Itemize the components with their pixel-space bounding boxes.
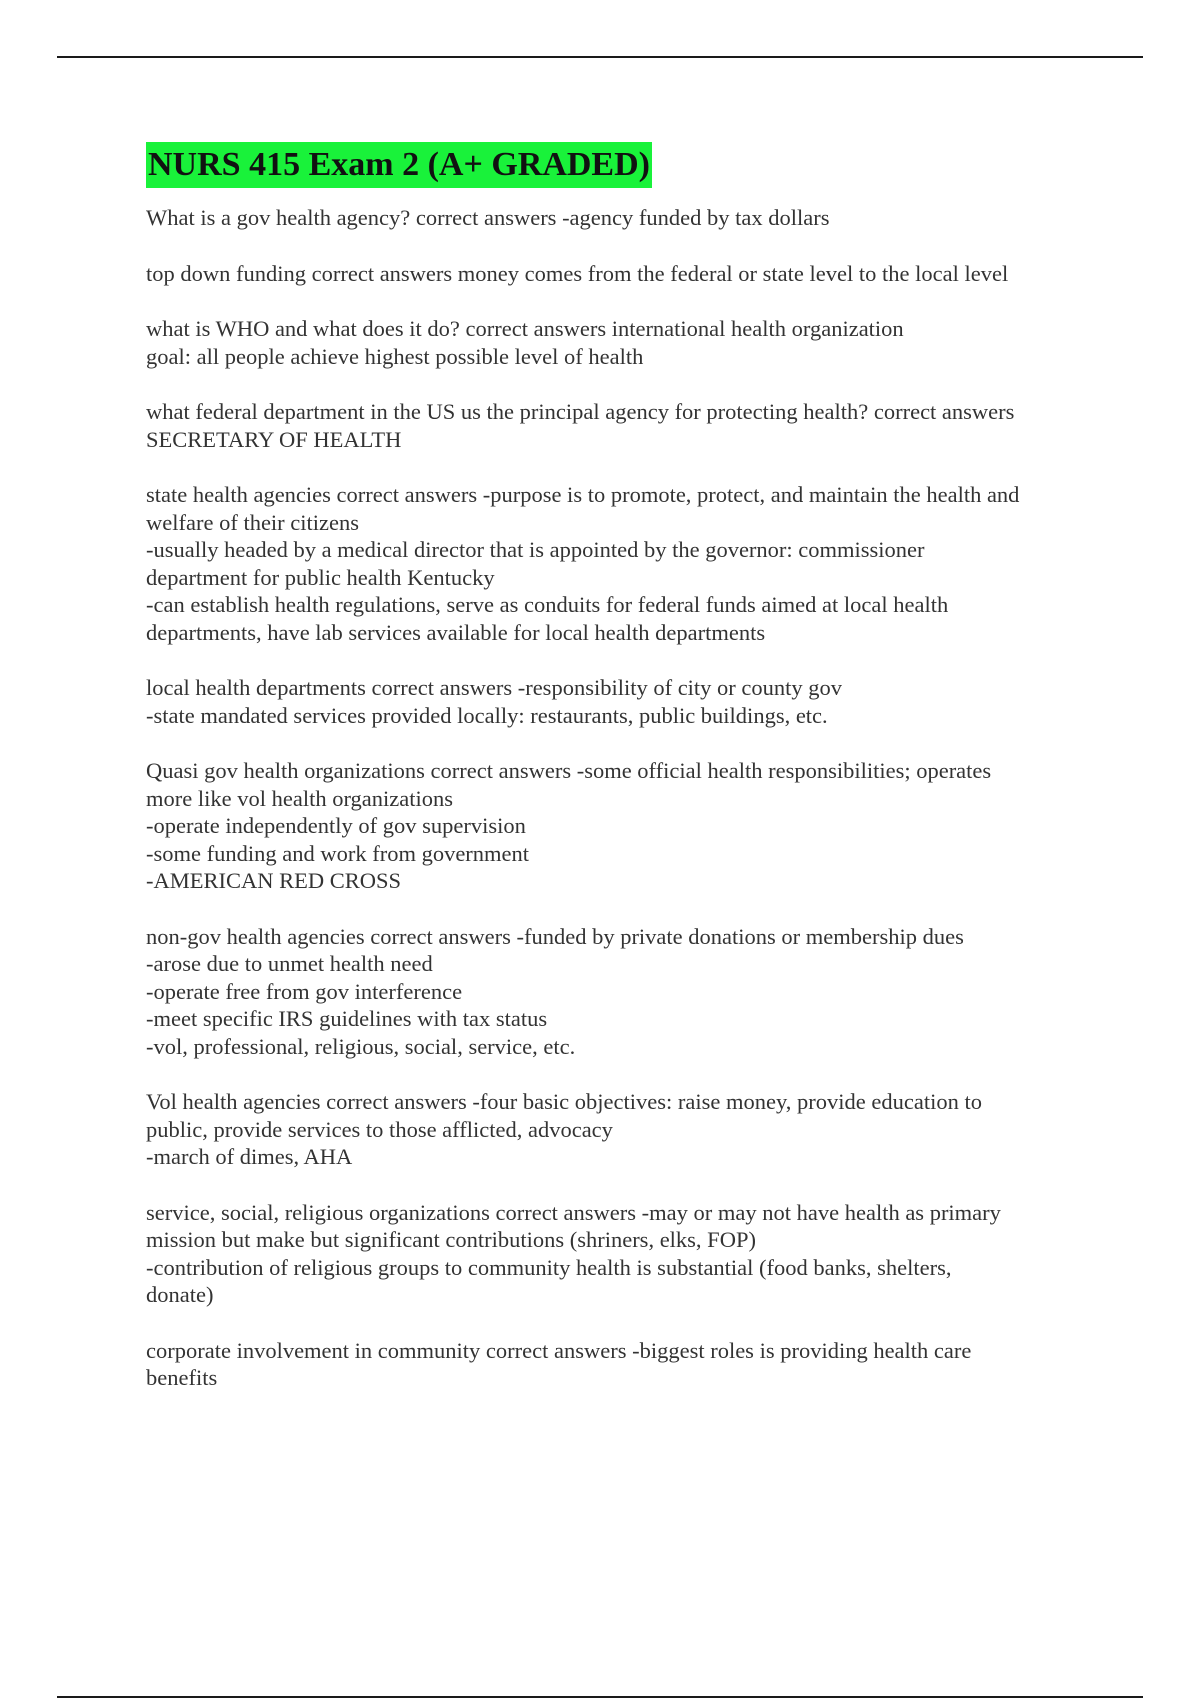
qa-entry: [146, 315, 1106, 370]
qa-entry: [146, 398, 1106, 453]
qa-line: public, provide services to those afflicted, advocacy: [146, 1116, 613, 1142]
qa-line: -arose due to unmet health need: [146, 951, 433, 976]
qa-entry: [146, 1337, 1106, 1392]
document-title: NURS 415 Exam 2 (A+ GRADED): [146, 142, 652, 188]
qa-line: corporate involvement in community correct answers -biggest roles is providing health care: [146, 1337, 972, 1363]
qa-line: -meet specific IRS guidelines with tax status: [146, 1006, 548, 1031]
bottom-rule: [57, 1696, 1143, 1698]
qa-line: -can establish health regulations, serve as conduits for federal funds aimed at local health: [146, 592, 949, 617]
qa-line: more like vol health organizations: [146, 785, 454, 811]
qa-line: top down funding correct answers money comes from the federal or state level to the local level: [146, 260, 1009, 286]
qa-list: [146, 204, 1106, 1392]
qa-line: -march of dimes, AHA: [146, 1144, 353, 1169]
qa-line: mission but make but significant contributions (shriners, elks, FOP): [146, 1227, 756, 1252]
qa-entry: [146, 923, 1106, 1061]
qa-line: SECRETARY OF HEALTH: [146, 426, 402, 452]
qa-entry: [146, 1199, 1106, 1309]
qa-line: donate): [146, 1282, 214, 1307]
qa-entry: [146, 1088, 1106, 1171]
qa-line: local health departments correct answers -responsibility of city or county gov: [146, 675, 843, 700]
qa-line: departments, have lab services available for local health departments: [146, 619, 766, 645]
qa-line: What is a gov health agency? correct answers -agency funded by tax dollars: [146, 205, 830, 230]
qa-line: state health agencies correct answers -purpose is to promote, protect, and maintain the health and: [146, 482, 1020, 507]
qa-entry: [146, 674, 1106, 729]
qa-line: what federal department in the US us the principal agency for protecting health? correct answers: [146, 399, 1015, 424]
qa-line: -operate independently of gov supervision: [146, 813, 526, 838]
qa-entry: [146, 260, 1106, 288]
qa-line: non-gov health agencies correct answers -funded by private donations or membership dues: [146, 923, 964, 949]
qa-line: -usually headed by a medical director that is appointed by the governor: commissioner: [146, 537, 925, 562]
qa-line: -vol, professional, religious, social, service, etc.: [146, 1033, 576, 1059]
qa-line: what is WHO and what does it do? correct answers international health organization: [146, 316, 904, 341]
qa-line: -AMERICAN RED CROSS: [146, 868, 402, 893]
qa-line: -operate free from gov interference: [146, 978, 463, 1004]
top-rule: [57, 56, 1143, 58]
qa-line: goal: all people achieve highest possible level of health: [146, 343, 644, 369]
qa-line: -some funding and work from government: [146, 840, 530, 866]
qa-entry: [146, 204, 1106, 232]
qa-line: Vol health agencies correct answers -four basic objectives: raise money, provide education to: [146, 1089, 982, 1114]
qa-line: Quasi gov health organizations correct answers -some official health responsibilities; operates: [146, 758, 992, 783]
qa-entry: [146, 757, 1106, 895]
document-body: [146, 142, 1106, 1420]
qa-line: service, social, religious organizations correct answers -may or may not have health as primary: [146, 1199, 1001, 1225]
qa-line: welfare of their citizens: [146, 509, 360, 535]
qa-entry: [146, 481, 1106, 646]
qa-line: benefits: [146, 1365, 218, 1390]
qa-line: -contribution of religious groups to community health is substantial (food banks, shelters,: [146, 1254, 952, 1280]
qa-line: department for public health Kentucky: [146, 564, 495, 590]
qa-line: -state mandated services provided locally: restaurants, public buildings, etc.: [146, 702, 828, 728]
